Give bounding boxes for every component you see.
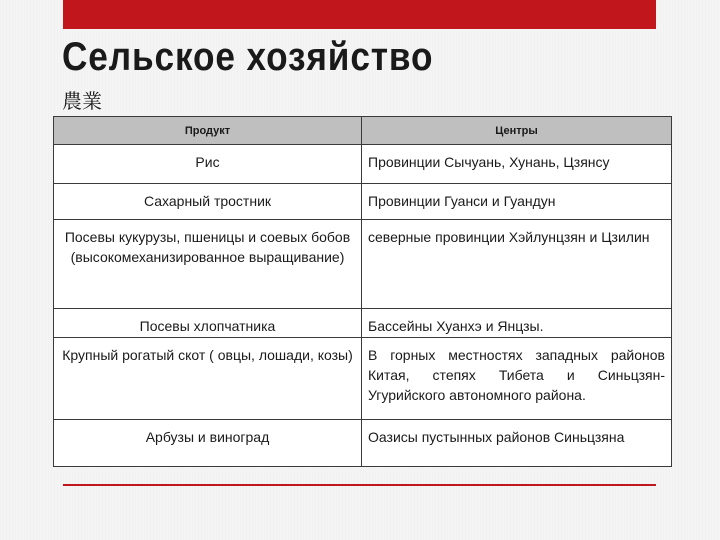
product-cell: Рис — [54, 145, 362, 184]
table-header-row — [54, 117, 672, 145]
top-accent-bar — [63, 0, 656, 29]
table-row — [54, 420, 672, 467]
column-header-centers: Центры — [362, 117, 672, 145]
product-cell: Сахарный тростник — [54, 184, 362, 220]
product-cell: Посевы хлопчатника — [54, 309, 362, 338]
page-title: Сельское хозяйство — [62, 35, 434, 79]
centers-cell: Провинции Сычуань, Хунань, Цзянсу — [362, 145, 672, 184]
table-row — [54, 338, 672, 420]
page-subtitle: 農業 — [62, 89, 102, 113]
agriculture-table — [53, 116, 672, 467]
centers-cell: Бассейны Хуанхэ и Янцзы. — [362, 309, 672, 338]
column-header-product: Продукт — [54, 117, 362, 145]
bottom-accent-line — [63, 484, 656, 486]
centers-cell: северные провинции Хэйлунцзян и Цзилин — [362, 220, 672, 309]
table-row — [54, 184, 672, 220]
product-cell: Арбузы и виноград — [54, 420, 362, 467]
centers-cell: Провинции Гуанси и Гуандун — [362, 184, 672, 220]
centers-cell: В горных местностях западных районов Китая, степях Тибета и Синьцзян-Угурийского автономного района. — [362, 338, 672, 420]
product-cell: Посевы кукурузы, пшеницы и соевых бобов (высокомеханизированное выращивание) — [54, 220, 362, 309]
table-row — [54, 220, 672, 309]
table-row — [54, 145, 672, 184]
table-row — [54, 309, 672, 338]
product-cell: Крупный рогатый скот ( овцы, лошади, козы) — [54, 338, 362, 420]
centers-cell: Оазисы пустынных районов Синьцзяна — [362, 420, 672, 467]
